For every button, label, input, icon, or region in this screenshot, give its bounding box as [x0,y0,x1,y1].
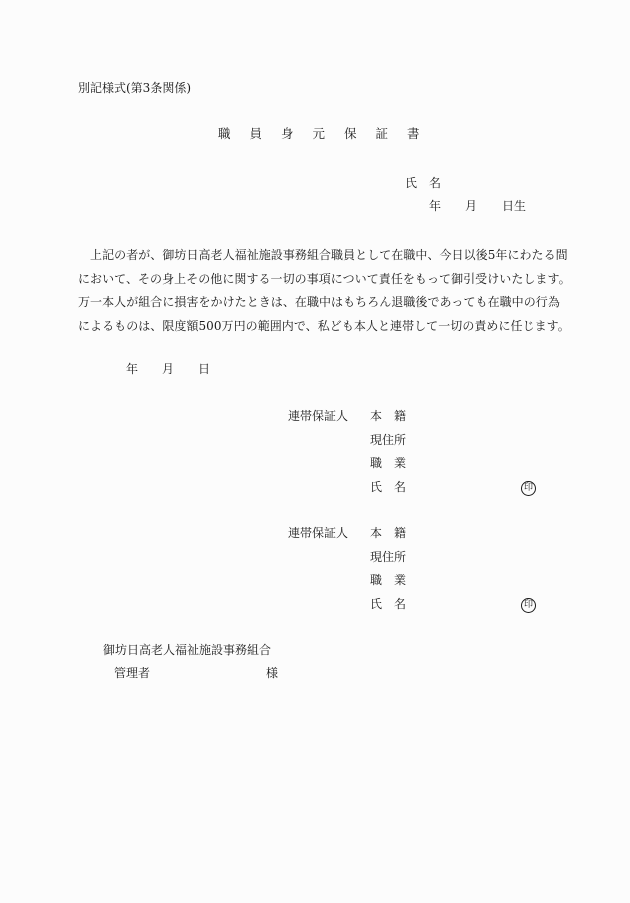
title-char: 身 [281,126,294,141]
field-domicile: 本 籍 [370,526,407,540]
name-label-1: 氏 [405,176,418,190]
addressee-title: 管理者 [114,666,151,680]
statement-line: において、その身上その他に関する一切の事項について責任をもって御引受けいたします。 [78,271,571,286]
statement-line: によるものは、限度額500万円の範囲内で、私ども本人と連帯して一切の責めに任じます。 [78,318,570,333]
field-name: 氏 名 [370,596,407,611]
title-char: 員 [249,126,263,141]
guarantee-statement [78,244,571,338]
guarantor-fields [370,410,406,504]
seal-icon: 印 [521,481,536,496]
statement-line: 上記の者が、御坊日高老人福祉施設事務組合職員として在職中、今日以後5年にわたる間 [78,248,568,262]
title-char: 証 [375,126,389,141]
title-char: 書 [407,126,420,141]
field-occupation: 職 業 [370,573,407,587]
field-address: 現住所 [370,432,407,447]
date-year-label: 年 [126,362,139,376]
addressee-honorific: 様 [266,666,279,680]
date-day-label: 日 [198,362,211,376]
guarantor-label: 連帯保証人 [288,409,349,423]
date-month-label: 月 [162,362,175,376]
field-domicile: 本 籍 [370,409,407,423]
addressee-line [114,666,279,680]
field-occupation: 職 業 [370,456,407,470]
field-address: 現住所 [370,549,407,564]
birth-month-label: 月 [465,199,478,213]
seal-icon: 印 [521,598,536,613]
title-char: 職 [218,126,231,141]
employee-name-line [405,177,441,189]
birth-year-label: 年 [429,199,442,213]
name-label-2: 名 [429,176,442,190]
field-name: 氏 名 [370,479,407,494]
guarantor-fields [370,527,406,621]
statement-line: 万一本人が組合に損害をかけたときは、在職中はもちろん退職後であっても在職中の行為 [78,295,560,309]
guarantor-label: 連帯保証人 [288,526,349,540]
form-reference: 別記様式(第3条関係) [78,81,191,95]
title-char: 保 [344,126,357,141]
document-title [218,128,439,141]
addressee-organization: 御坊日高老人福祉施設事務組合 [103,643,272,657]
title-char: 元 [312,126,326,141]
birth-day-label: 日生 [502,199,527,213]
